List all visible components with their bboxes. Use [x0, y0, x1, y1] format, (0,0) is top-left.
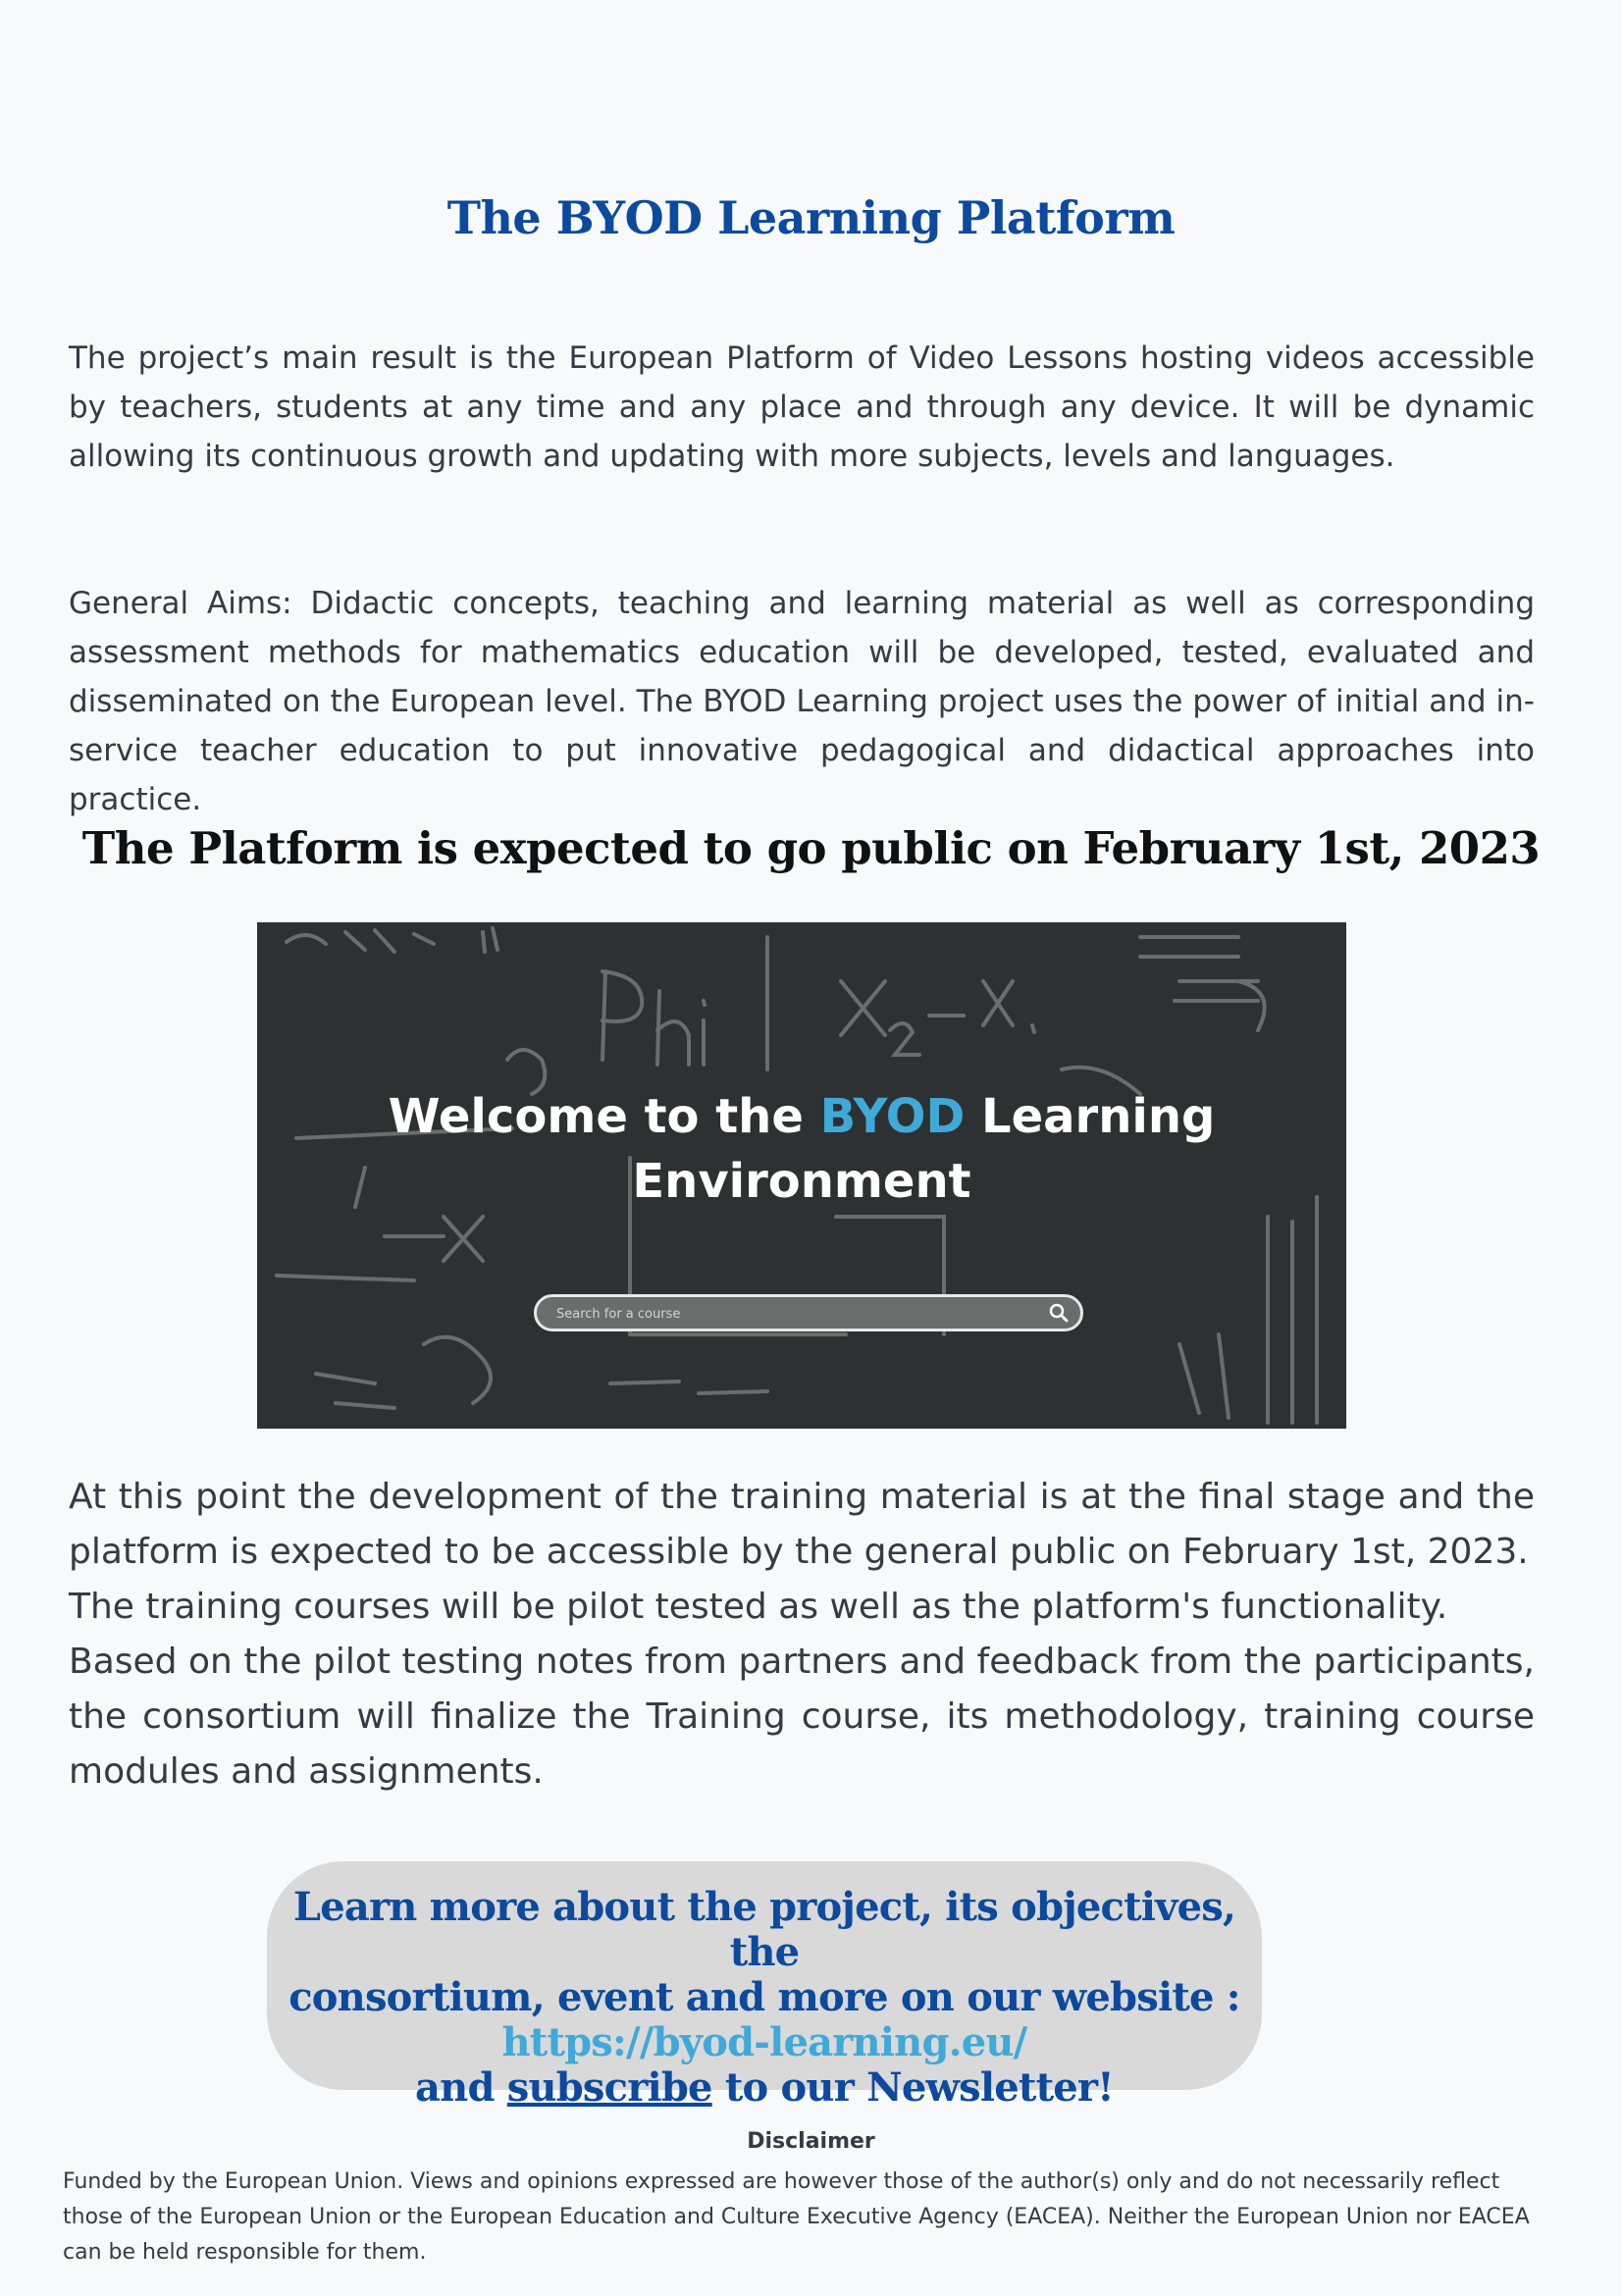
callout-line-2: consortium, event and more on our website :: [288, 1974, 1240, 2020]
course-search-input[interactable]: [554, 1301, 1029, 1327]
progress-paragraph-3: Based on the pilot testing notes from partners and feedback from the participants, the consortium will finalize the Training course, its methodology, training course modules and assignments.: [69, 1642, 1535, 1792]
hero-welcome-suffix: Learning: [981, 1089, 1216, 1144]
disclaimer-text: Funded by the European Union. Views and opinions expressed are however those of the author(s) only and do not necessarily reflect those of the European Union or the European Education and Culture Executive Agency (EACEA). Neither the European Union nor EACEA can be held responsible for them.: [63, 2169, 1530, 2265]
callout-line-4: [267, 2065, 1262, 2111]
hero-welcome-prefix: Welcome to the: [388, 1089, 804, 1144]
progress-section: [69, 1470, 1535, 1800]
callout-line-4-suffix: to our Newsletter!: [724, 2064, 1114, 2111]
hero-welcome-line2: Environment: [632, 1154, 971, 1209]
intro-paragraph-1: The project’s main result is the European Platform of Video Lessons hosting videos accessible by teachers, students at any time and any place and through any device. It will be dynamic allowing its continuous growth and updating with more subjects, levels and languages.: [69, 340, 1535, 474]
page-title: The BYOD Learning Platform: [446, 191, 1176, 244]
subscribe-link[interactable]: subscribe: [506, 2064, 712, 2111]
progress-paragraph-1: At this point the development of the training material is at the final stage and the platform is expected to be accessible by the general public on February 1st, 2023.: [69, 1477, 1535, 1572]
hero-welcome-title: [257, 1084, 1346, 1214]
website-link[interactable]: https://byod-learning.eu/: [501, 2019, 1027, 2065]
hero-brand: BYOD: [819, 1089, 966, 1144]
progress-paragraph-2: The training courses will be pilot tested as well as the platform's functionality.: [69, 1587, 1448, 1627]
callout-line-4-prefix: and: [415, 2064, 495, 2111]
callout-line-1: Learn more about the project, its objectives, the: [292, 1884, 1236, 1975]
course-search-bar[interactable]: [534, 1294, 1083, 1331]
search-icon[interactable]: [1049, 1303, 1069, 1323]
launch-headline: The Platform is expected to go public on February 1st, 2023: [81, 822, 1541, 874]
intro-paragraph-2: General Aims: Didactic concepts, teaching and learning material as well as corresponding assessment methods for mathematics education will be developed, tested, evaluated and disseminated on the European level. The BYOD Learning project uses the power of initial and in-service teacher education to put innovative pedagogical and didactical approaches into practice.: [69, 586, 1535, 817]
disclaimer-heading: Disclaimer: [747, 2129, 875, 2154]
platform-screenshot: [257, 922, 1346, 1429]
website-callout: [267, 1861, 1262, 2111]
